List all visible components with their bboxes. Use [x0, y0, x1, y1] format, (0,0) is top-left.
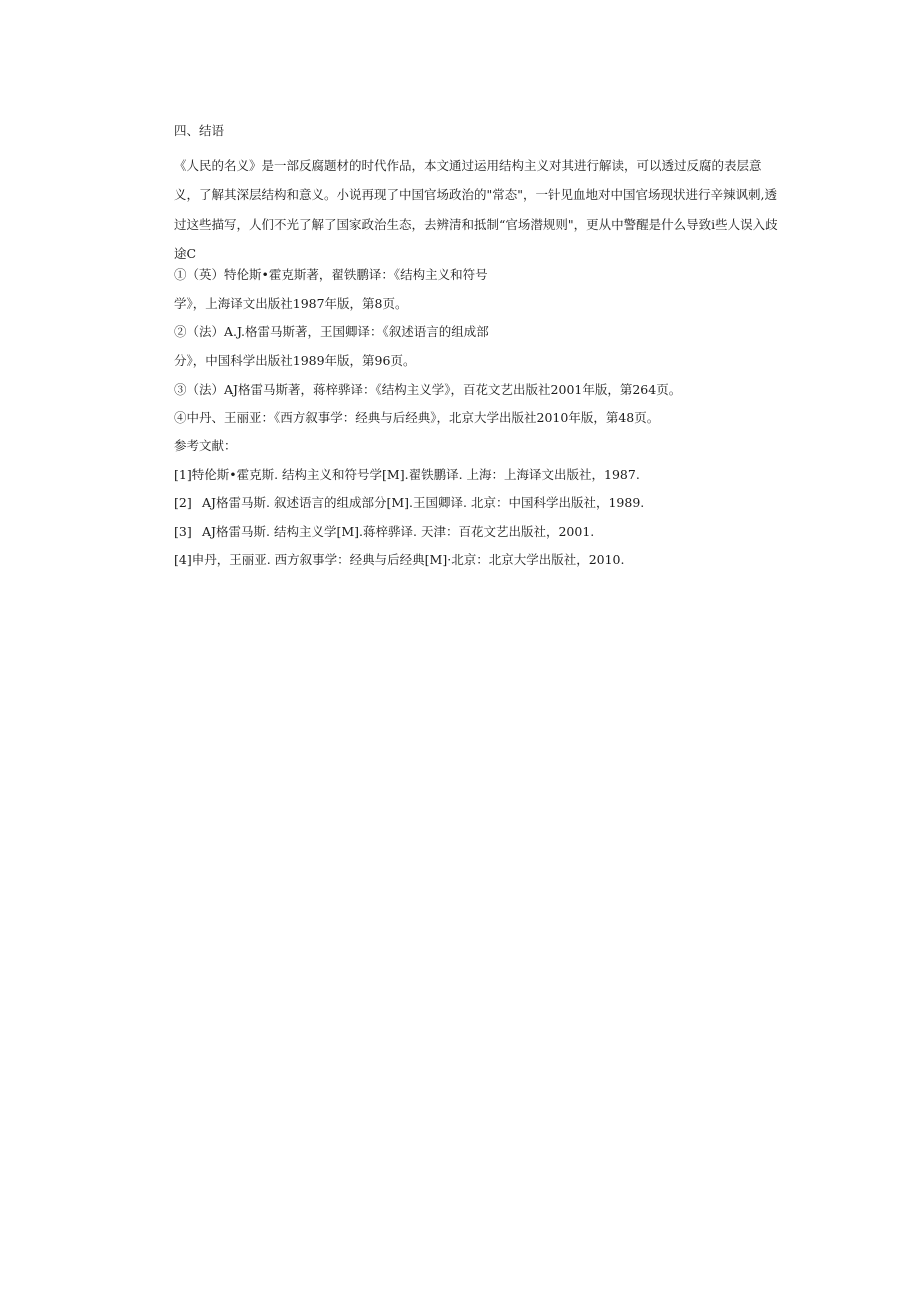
reference-number: [2]: [174, 495, 192, 510]
reference-text: 特伦斯•霍克斯. 结构主义和符号学[M].翟铁鹏译. 上海：上海译文出版社，1987.: [191, 467, 640, 482]
reference-item: [174, 467, 640, 483]
reference-item: [174, 524, 594, 540]
footnote-1-line-1: ①（英）特伦斯•霍克斯著，翟铁鹏译：《结构主义和符号: [174, 267, 488, 282]
conclusion-paragraph: [174, 151, 786, 268]
footnote-1-line-2: 学》，上海译文出版社1987年版，第8页。: [174, 296, 408, 311]
section-heading: 四、结语: [174, 123, 225, 138]
footnote-2-line-1: ②（法）A.J.格雷马斯著，王国卿译：《叙述语言的组成部: [174, 324, 489, 339]
reference-item: [174, 495, 644, 511]
reference-number: [3]: [174, 524, 192, 539]
reference-number: [4]: [174, 552, 192, 567]
reference-text: AJ格雷马斯. 结构主义学[M].蒋梓骅译. 天津：百花文艺出版社，2001.: [202, 524, 595, 539]
references-heading: 参考文献：: [174, 438, 237, 453]
reference-number: [1]: [174, 467, 192, 482]
conclusion-text: 《人民的名义》是一部反腐题材的时代作品，本文通过运用结构主义对其进行解读，可以透过反腐的表层意义，了解其深层结构和意义。小说再现了中国官场政治的"常态"，一针见血地对中国官场现状进行辛辣讽刺,透过这些描写，人们不光了解了国家政治生态，去辨清和抵制“官场潜规则"，更从中警醒是什么导致i些人误入歧途C: [174, 158, 778, 261]
reference-text: 申丹，王丽亚. 西方叙事学：经典与后经典[M]·北京：北京大学出版社，2010.: [191, 552, 625, 567]
footnote-2-line-2: 分》，中国科学出版社1989年版，第96页。: [174, 353, 416, 368]
footnote-3: ③（法）AJ格雷马斯著，蒋梓骅译：《结构主义学》，百花文艺出版社2001年版，第264页。: [174, 382, 682, 397]
reference-text: AJ格雷马斯. 叙述语言的组成部分[M].王国卿译. 北京：中国科学出版社，1989.: [202, 495, 645, 510]
footnote-4: ④中丹、王丽亚：《西方叙事学：经典与后经典》，北京大学出版社2010年版，第48页。: [174, 410, 660, 425]
reference-item: [174, 552, 624, 568]
